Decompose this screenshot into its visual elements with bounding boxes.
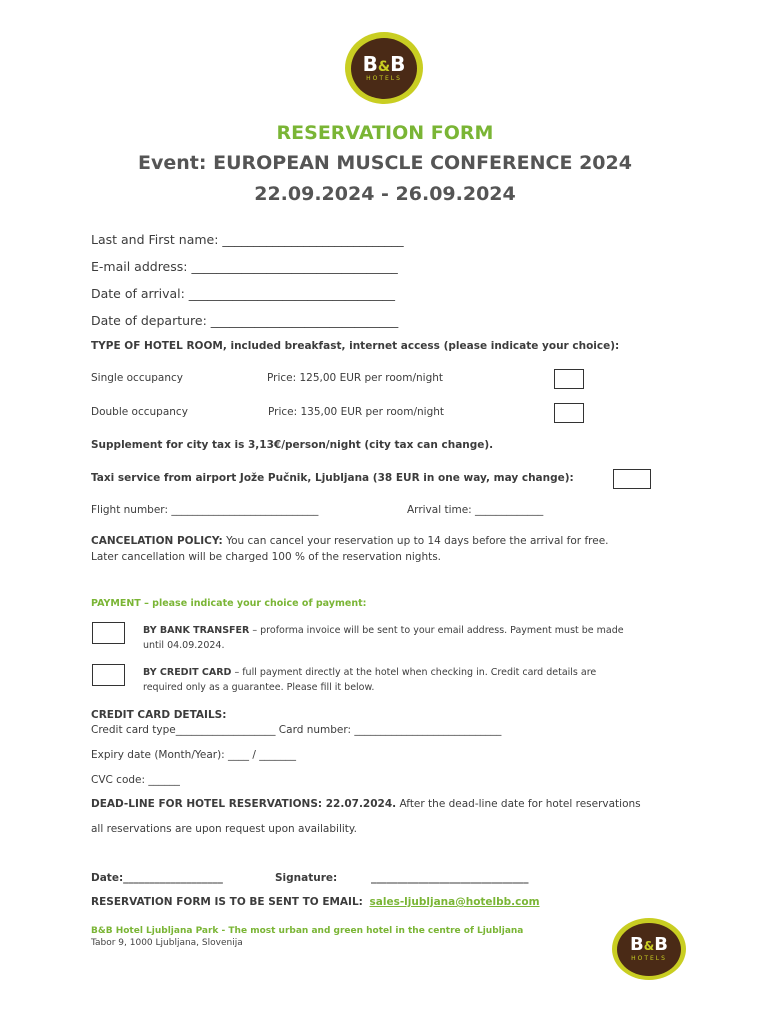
card-details-heading: CREDIT CARD DETAILS: bbox=[91, 709, 227, 721]
departure-date-field[interactable]: Date of departure: ______________________________ bbox=[91, 313, 399, 328]
payment-heading: PAYMENT – please indicate your choice of payment: bbox=[91, 598, 367, 609]
cancellation-label: CANCELATION POLICY: bbox=[91, 535, 223, 547]
logo-letter: B bbox=[630, 934, 644, 955]
logo-subtitle: HOTELS bbox=[366, 75, 402, 82]
supplement-note: Supplement for city tax is 3,13€/person/night (city tax can change). bbox=[91, 439, 494, 451]
footer-tagline: B&B Hotel Ljubljana Park - The most urban and green hotel in the centre of Ljubljana bbox=[91, 926, 524, 936]
cancellation-text-line2: Later cancellation will be charged 100 % of the reservation nights. bbox=[91, 551, 442, 563]
double-occupancy-price: Price: 135,00 EUR per room/night bbox=[268, 406, 445, 418]
logo-letter: B bbox=[654, 934, 668, 955]
logo-ampersand: & bbox=[377, 59, 391, 75]
bank-transfer-checkbox[interactable] bbox=[92, 622, 125, 644]
double-occupancy-label: Double occupancy bbox=[91, 406, 188, 418]
date-field[interactable]: Date:___________________ bbox=[91, 872, 223, 884]
arrival-date-field[interactable]: Date of arrival: _________________________________ bbox=[91, 286, 396, 301]
deadline-text-line2: all reservations are upon request upon availability. bbox=[91, 823, 357, 835]
signature-field[interactable]: ______________________________ bbox=[371, 872, 529, 884]
hotel-logo-top bbox=[345, 32, 423, 104]
bank-transfer-text-line2: until 04.09.2024. bbox=[143, 640, 225, 651]
flight-number-field[interactable]: Flight number: ____________________________ bbox=[91, 504, 319, 516]
deadline-text: After the dead-line date for hotel reservations bbox=[396, 798, 641, 810]
double-occupancy-checkbox[interactable] bbox=[554, 403, 584, 423]
bank-transfer-option bbox=[143, 625, 624, 636]
card-type-number-field[interactable]: Credit card type___________________ Card number: ____________________________ bbox=[91, 724, 502, 736]
taxi-service-label: Taxi service from airport Jože Pučnik, Ljubljana (38 EUR in one way, may change): bbox=[91, 472, 574, 484]
bank-transfer-label: BY BANK TRANSFER bbox=[143, 625, 250, 636]
signature-label: Signature: bbox=[275, 872, 338, 884]
cancellation-text: You can cancel your reservation up to 14 days before the arrival for free. bbox=[222, 535, 609, 547]
cancellation-policy bbox=[91, 535, 609, 547]
credit-card-text-line2: required only as a guarantee. Please fill it below. bbox=[143, 682, 375, 693]
single-occupancy-checkbox[interactable] bbox=[554, 369, 584, 389]
credit-card-option bbox=[143, 667, 596, 678]
footer-address: Tabor 9, 1000 Ljubljana, Slovenija bbox=[91, 938, 243, 948]
send-to-line bbox=[91, 896, 540, 908]
single-occupancy-price: Price: 125,00 EUR per room/night bbox=[267, 372, 444, 384]
logo-subtitle: HOTELS bbox=[631, 955, 667, 962]
hotel-logo-bottom bbox=[612, 918, 686, 980]
taxi-service-checkbox[interactable] bbox=[613, 469, 651, 489]
single-occupancy-label: Single occupancy bbox=[91, 372, 183, 384]
logo-letter: B bbox=[390, 52, 406, 76]
form-title: RESERVATION FORM bbox=[276, 122, 494, 144]
cvc-code-field[interactable]: CVC code: ______ bbox=[91, 774, 180, 786]
name-field[interactable]: Last and First name: _____________________________ bbox=[91, 232, 404, 247]
sales-email-link[interactable]: sales-ljubljana@hotelbb.com bbox=[369, 896, 540, 908]
credit-card-text: – full payment directly at the hotel when checking in. Credit card details are bbox=[231, 667, 597, 678]
event-dates: 22.09.2024 - 26.09.2024 bbox=[254, 183, 516, 205]
credit-card-checkbox[interactable] bbox=[92, 664, 125, 686]
send-to-label: RESERVATION FORM IS TO BE SENT TO EMAIL: bbox=[91, 896, 363, 908]
logo-letter: B bbox=[362, 52, 378, 76]
credit-card-label: BY CREDIT CARD bbox=[143, 667, 232, 678]
arrival-time-field[interactable]: Arrival time: _____________ bbox=[407, 504, 544, 516]
event-title: Event: EUROPEAN MUSCLE CONFERENCE 2024 bbox=[138, 152, 632, 174]
email-field[interactable]: E-mail address: _________________________________ bbox=[91, 259, 398, 274]
deadline-label: DEAD-LINE FOR HOTEL RESERVATIONS: 22.07.2024. bbox=[91, 798, 397, 810]
deadline-notice bbox=[91, 798, 641, 810]
room-type-heading: TYPE OF HOTEL ROOM, included breakfast, internet access (please indicate your choice): bbox=[91, 340, 620, 352]
logo-ampersand: & bbox=[643, 939, 655, 953]
expiry-date-field[interactable]: Expiry date (Month/Year): ____ / _______ bbox=[91, 749, 297, 761]
bank-transfer-text: – proforma invoice will be sent to your email address. Payment must be made bbox=[249, 625, 624, 636]
